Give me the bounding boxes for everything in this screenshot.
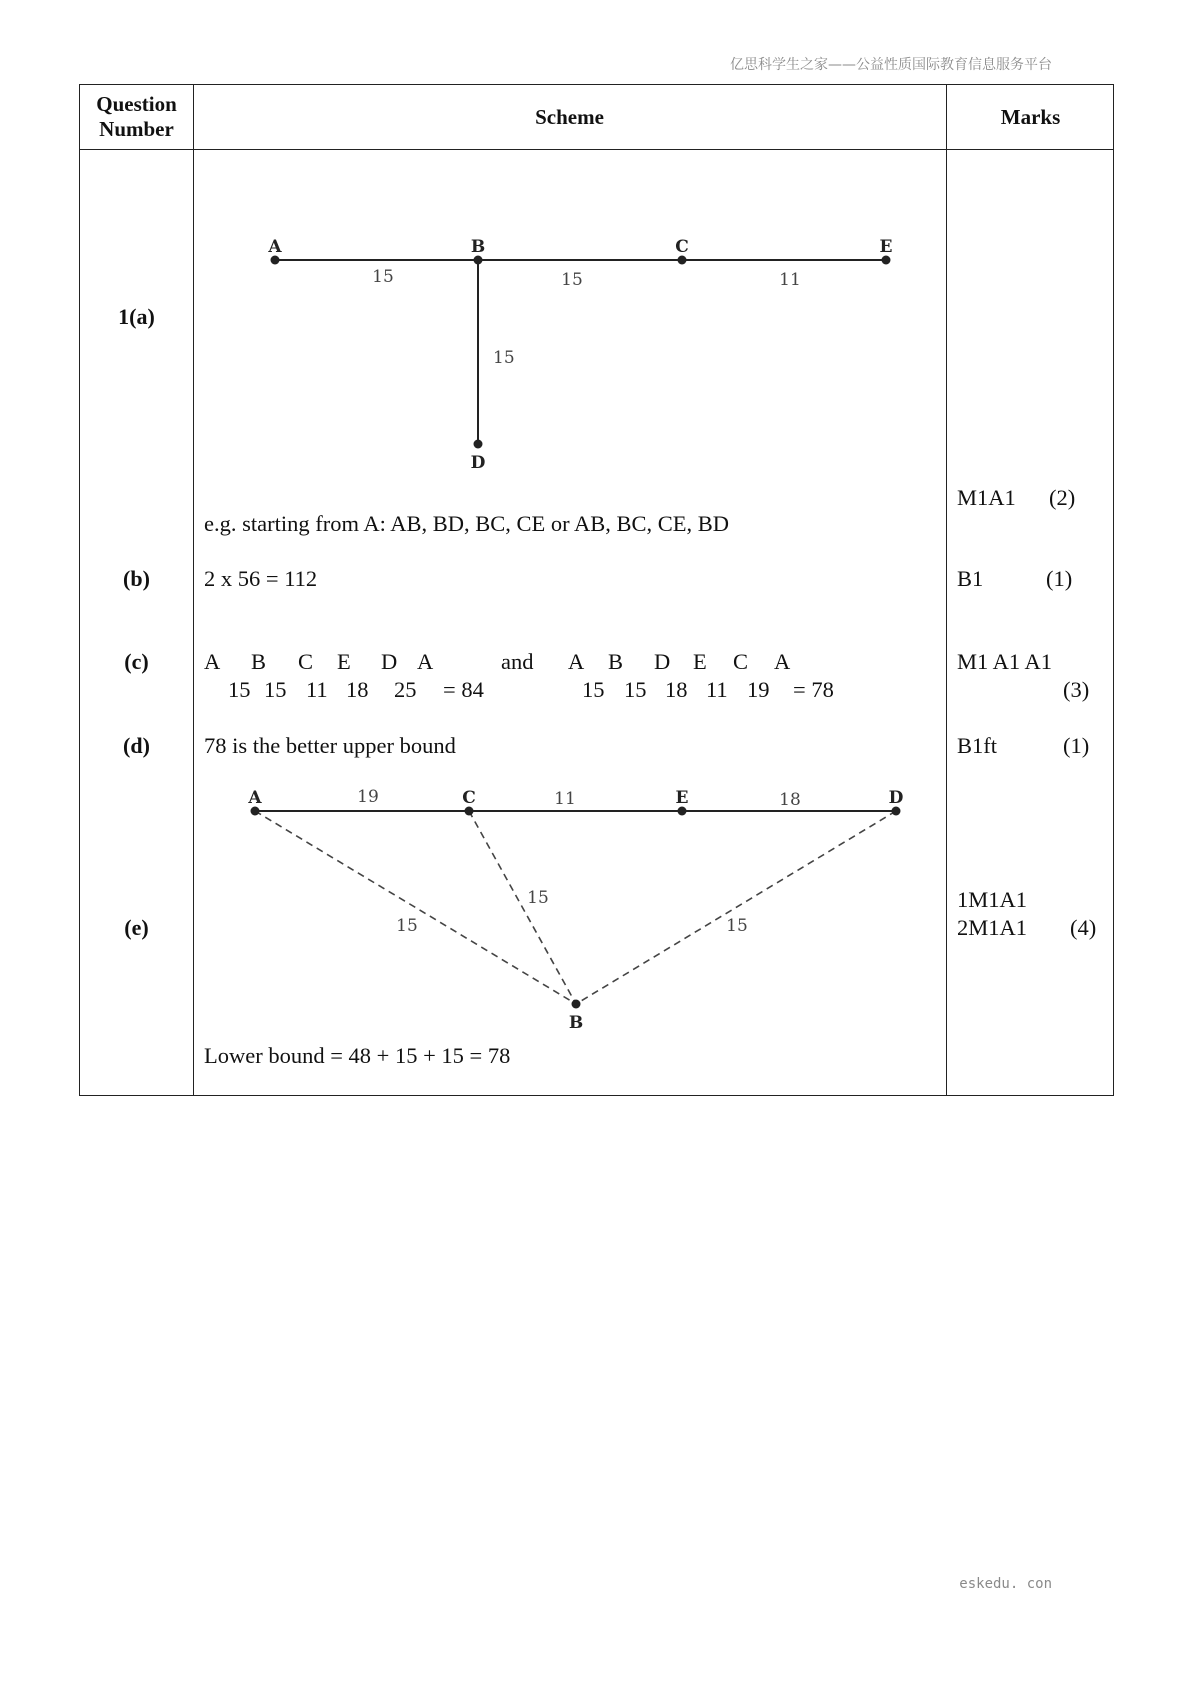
node-label-e: E bbox=[879, 237, 893, 257]
weight-bd: 15 bbox=[493, 348, 515, 368]
scheme-text-1e: Lower bound = 48 + 15 + 15 = 78 bbox=[204, 1043, 511, 1068]
route1-weight: 18 bbox=[346, 677, 369, 702]
route1-vertex: A bbox=[417, 649, 434, 674]
node-label-a: A bbox=[248, 788, 262, 808]
marks-1e-line2: 2M1A1 bbox=[957, 915, 1028, 940]
route2-vertex: A bbox=[568, 649, 585, 674]
edge-cb-dashed bbox=[469, 811, 576, 1004]
weight-ab: 15 bbox=[372, 267, 394, 287]
node-label-b: B bbox=[470, 237, 486, 257]
scheme-text-1a: e.g. starting from A: AB, BD, BC, CE or AB, BC, CE, BD bbox=[204, 511, 730, 536]
route1-vertex: A bbox=[204, 649, 221, 674]
node-label-d: D bbox=[470, 453, 486, 473]
route1-vertex: B bbox=[251, 649, 267, 674]
route2-vertex: C bbox=[733, 649, 749, 674]
route2-weight: 18 bbox=[665, 677, 688, 702]
route1-weight: 15 bbox=[228, 677, 251, 702]
weight-ac: 19 bbox=[357, 787, 379, 807]
node-label-e: E bbox=[675, 788, 689, 808]
scheme-text-1b: 2 x 56 = 112 bbox=[204, 566, 318, 591]
graph-1e-nodes bbox=[251, 807, 901, 1009]
weight-bc: 15 bbox=[561, 270, 583, 290]
marks-header: Marks bbox=[1000, 105, 1061, 129]
footer-watermark: eskedu. con bbox=[959, 1576, 1052, 1592]
weight-ce: 11 bbox=[779, 270, 801, 290]
question-label-1e: (e) bbox=[124, 915, 149, 940]
route1-vertex: D bbox=[381, 649, 398, 674]
mark-scheme-table bbox=[79, 84, 1114, 1096]
weight-ce: 11 bbox=[554, 789, 576, 809]
route2-weight: 15 bbox=[582, 677, 605, 702]
route1-vertex: E bbox=[337, 649, 351, 674]
marks-total-1a: (2) bbox=[1049, 485, 1076, 510]
route2-weight: 15 bbox=[624, 677, 647, 702]
column-divider bbox=[946, 85, 947, 1095]
node-label-b: B bbox=[568, 1013, 584, 1033]
node-label-a: A bbox=[268, 237, 282, 257]
header-watermark: 亿思科学生之家——公益性质国际教育信息服务平台 bbox=[730, 57, 1052, 73]
route1-weight: 15 bbox=[264, 677, 287, 702]
marks-total-1e: (4) bbox=[1070, 915, 1097, 940]
marks-1c: M1 A1 A1 bbox=[957, 649, 1053, 674]
marks-1b: B1 bbox=[957, 566, 984, 591]
route2-total: = 78 bbox=[793, 677, 834, 702]
question-label-1b: (b) bbox=[123, 566, 150, 591]
node-b bbox=[572, 1000, 581, 1009]
graph-1e bbox=[80, 85, 946, 1097]
weight-ab: 15 bbox=[396, 916, 418, 936]
route1-total: = 84 bbox=[443, 677, 484, 702]
route1-vertex: C bbox=[298, 649, 314, 674]
edge-db-dashed bbox=[576, 811, 896, 1004]
route2-weight: 19 bbox=[747, 677, 770, 702]
graph-1e-dashed-edges bbox=[255, 811, 896, 1004]
scheme-text-1d: 78 is the better upper bound bbox=[204, 733, 456, 758]
weight-db: 15 bbox=[726, 916, 748, 936]
marks-total-1b: (1) bbox=[1046, 566, 1073, 591]
route1-weight: 25 bbox=[394, 677, 417, 702]
route2-vertex: D bbox=[654, 649, 671, 674]
route2-vertex: B bbox=[608, 649, 624, 674]
marks-1e-line1: 1M1A1 bbox=[957, 887, 1028, 912]
question-label-1d: (d) bbox=[123, 733, 150, 758]
question-label-1c: (c) bbox=[124, 649, 149, 674]
scheme-header: Scheme bbox=[535, 105, 604, 129]
question-label-1a: 1(a) bbox=[118, 304, 155, 329]
route-connector: and bbox=[501, 649, 534, 674]
weight-cb: 15 bbox=[527, 888, 549, 908]
route2-vertex: E bbox=[693, 649, 707, 674]
question-header-line1: Question bbox=[96, 92, 177, 116]
marks-1a: M1A1 bbox=[957, 485, 1016, 510]
marks-1d: B1ft bbox=[957, 733, 998, 758]
node-label-c: C bbox=[462, 788, 476, 808]
route2-weight: 11 bbox=[706, 677, 728, 702]
route1-weight: 11 bbox=[306, 677, 328, 702]
marks-total-1d: (1) bbox=[1063, 733, 1090, 758]
question-header-line2: Number bbox=[99, 117, 174, 141]
weight-ed: 18 bbox=[779, 790, 801, 810]
node-label-d: D bbox=[888, 788, 904, 808]
marks-total-1c: (3) bbox=[1063, 677, 1090, 702]
node-label-c: C bbox=[675, 237, 689, 257]
route2-vertex: A bbox=[774, 649, 791, 674]
